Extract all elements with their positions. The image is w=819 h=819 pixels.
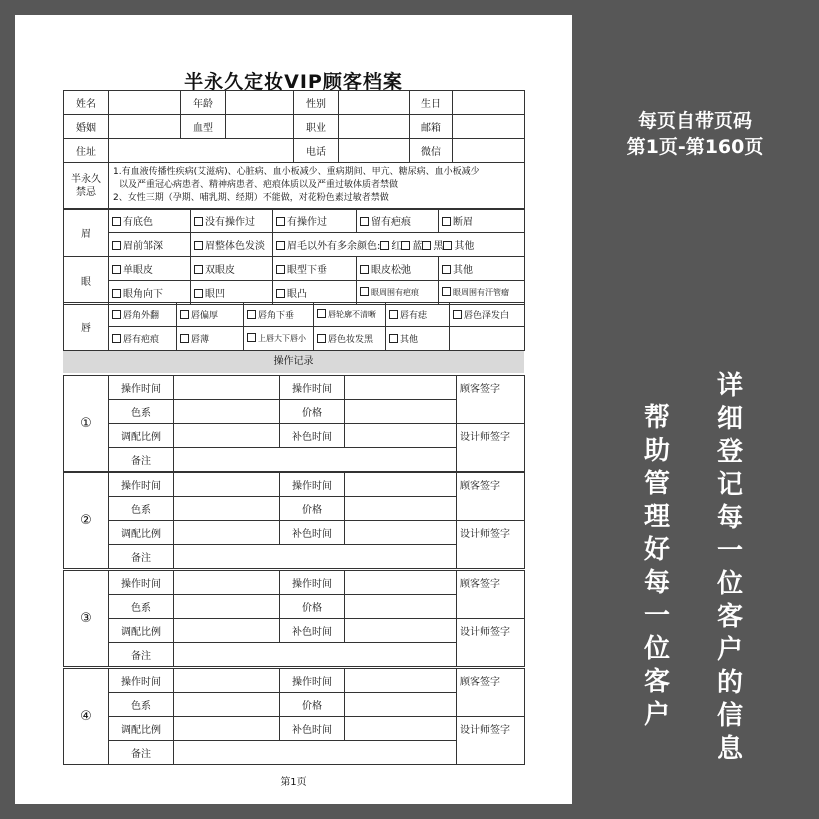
record-number: ④ <box>64 669 109 765</box>
age-value <box>226 91 294 115</box>
customer-info-table <box>63 90 525 210</box>
checkbox <box>180 310 189 319</box>
checkbox <box>443 241 452 250</box>
price-value <box>345 497 457 521</box>
birthday-value <box>453 91 525 115</box>
ratio-value <box>174 717 280 741</box>
checkbox <box>442 265 451 274</box>
operation-time2-label: 操作时间 <box>280 376 345 400</box>
operation-time2-label: 操作时间 <box>280 571 345 595</box>
eye-option: 单眼皮 <box>109 257 191 281</box>
eye-option: 眼凹 <box>191 281 273 305</box>
customer-signature: 顾客签字 <box>457 473 525 521</box>
checkbox <box>194 217 203 226</box>
note-label: 备注 <box>109 643 174 667</box>
name-value <box>109 91 181 115</box>
lip-option: 唇轮廓不清晰 <box>314 303 386 327</box>
eye-option: 眼周围有汗管瘤 <box>439 281 525 305</box>
eye-option: 眼凸 <box>273 281 357 305</box>
brow-option: 断眉 <box>439 209 525 233</box>
designer-signature: 设计师签字 <box>457 619 525 667</box>
price-label: 价格 <box>280 693 345 717</box>
checkbox <box>194 265 203 274</box>
job-value <box>339 115 410 139</box>
note-value <box>174 643 457 667</box>
checkbox <box>276 289 285 298</box>
color-label: 色系 <box>109 595 174 619</box>
checkbox <box>180 334 189 343</box>
checkbox <box>380 241 389 250</box>
note-label: 备注 <box>109 741 174 765</box>
customer-signature: 顾客签字 <box>457 376 525 424</box>
record-number: ③ <box>64 571 109 667</box>
operation-time-value <box>174 376 280 400</box>
marriage-value <box>109 115 181 139</box>
side-vertical-text-left: 帮助管理好每一位客户 <box>643 403 670 730</box>
side-caption-line: 第1页-第160页 <box>626 136 764 158</box>
price-label: 价格 <box>280 400 345 424</box>
color-value <box>174 693 280 717</box>
eye-option: 眼型下垂 <box>273 257 357 281</box>
brow-option: 留有疤痕 <box>357 209 439 233</box>
checkbox <box>112 310 121 319</box>
eye-option: 眼皮松弛 <box>357 257 439 281</box>
ratio-label: 调配比例 <box>109 521 174 545</box>
checkbox <box>112 217 121 226</box>
phone-value <box>339 139 410 163</box>
customer-signature: 顾客签字 <box>457 571 525 619</box>
checkbox <box>401 241 410 250</box>
operation-record-4 <box>63 668 525 765</box>
customer-signature: 顾客签字 <box>457 669 525 717</box>
checkbox <box>112 241 121 250</box>
designer-signature: 设计师签字 <box>457 521 525 569</box>
marriage-label: 婚姻 <box>64 115 109 139</box>
gender-label: 性别 <box>294 91 339 115</box>
checkbox <box>112 265 121 274</box>
color-value <box>174 595 280 619</box>
ratio-label: 调配比例 <box>109 424 174 448</box>
lip-option: 上唇大下唇小 <box>244 327 314 351</box>
page-title: 半永久定妆VIP顾客档案 <box>184 71 403 93</box>
price-label: 价格 <box>280 595 345 619</box>
fill-time-value <box>345 619 457 643</box>
operation-time2-value <box>345 473 457 497</box>
address-value <box>109 139 294 163</box>
ratio-label: 调配比例 <box>109 717 174 741</box>
fill-time-label: 补色时间 <box>280 717 345 741</box>
eye-option: 其他 <box>439 257 525 281</box>
checkbox <box>194 289 203 298</box>
restriction-line: 1.有血液传播性疾病(艾滋病)、心脏病、血小板减少、重病期间、甲亢、糖尿病、血小板减少 <box>113 167 480 177</box>
blood-value <box>226 115 294 139</box>
name-label: 姓名 <box>64 91 109 115</box>
record-number: ① <box>64 376 109 472</box>
operation-time-value <box>174 669 280 693</box>
operation-time2-label: 操作时间 <box>280 669 345 693</box>
fill-time-label: 补色时间 <box>280 619 345 643</box>
lip-option: 唇色妆发黑 <box>314 327 386 351</box>
brow-option: 有底色 <box>109 209 191 233</box>
phone-label: 电话 <box>294 139 339 163</box>
checkbox <box>360 287 369 296</box>
restriction-line: 以及严重冠心病患者、精神病患者、疤痕体质以及严重过敏体质者禁做 <box>119 180 399 190</box>
checkbox <box>360 265 369 274</box>
ratio-value <box>174 521 280 545</box>
fill-time-value <box>345 521 457 545</box>
gender-value <box>339 91 410 115</box>
side-caption <box>590 108 800 160</box>
checkbox <box>112 289 121 298</box>
fill-time-label: 补色时间 <box>280 424 345 448</box>
checkbox <box>389 334 398 343</box>
checkbox <box>442 217 451 226</box>
lip-table <box>63 302 525 351</box>
restrictions-text <box>109 163 525 210</box>
checkbox <box>247 310 256 319</box>
operation-time-label: 操作时间 <box>109 571 174 595</box>
note-value <box>174 448 457 472</box>
brow-option: 眉前邹深 <box>109 233 191 257</box>
fill-time-value <box>345 424 457 448</box>
lip-empty-cell <box>450 327 525 351</box>
eye-option: 双眼皮 <box>191 257 273 281</box>
eye-option: 眼周围有疤痕 <box>357 281 439 305</box>
note-value <box>174 741 457 765</box>
note-label: 备注 <box>109 545 174 569</box>
lip-label: 唇 <box>64 303 109 351</box>
lip-option: 唇有痣 <box>386 303 450 327</box>
color-label: 色系 <box>109 497 174 521</box>
designer-signature: 设计师签字 <box>457 424 525 472</box>
record-number: ② <box>64 473 109 569</box>
side-vertical-text-right: 详细登记每一位客户的信息 <box>716 371 743 764</box>
email-value <box>453 115 525 139</box>
lip-option: 其他 <box>386 327 450 351</box>
checkbox <box>276 241 285 250</box>
ratio-value <box>174 619 280 643</box>
lip-option: 唇薄 <box>177 327 244 351</box>
wechat-value <box>453 139 525 163</box>
birthday-label: 生日 <box>410 91 453 115</box>
checkbox <box>276 265 285 274</box>
color-value <box>174 400 280 424</box>
price-value <box>345 693 457 717</box>
note-label: 备注 <box>109 448 174 472</box>
checkbox <box>112 334 121 343</box>
address-label: 住址 <box>64 139 109 163</box>
blood-label: 血型 <box>181 115 226 139</box>
checkbox <box>276 217 285 226</box>
form-page <box>15 15 572 804</box>
brow-option: 有操作过 <box>273 209 357 233</box>
ratio-label: 调配比例 <box>109 619 174 643</box>
operation-time-value <box>174 571 280 595</box>
price-label: 价格 <box>280 497 345 521</box>
eye-option: 眼角向下 <box>109 281 191 305</box>
side-caption-line: 每页自带页码 <box>637 110 752 132</box>
operation-time-label: 操作时间 <box>109 473 174 497</box>
eye-label: 眼 <box>64 257 109 305</box>
color-label: 色系 <box>109 400 174 424</box>
lip-option: 唇角外翻 <box>109 303 177 327</box>
checkbox <box>442 287 451 296</box>
operation-records-header: 操作记录 <box>63 351 524 373</box>
fill-time-value <box>345 717 457 741</box>
brow-label: 眉 <box>64 209 109 257</box>
operation-time2-value <box>345 669 457 693</box>
wechat-label: 微信 <box>410 139 453 163</box>
restrictions-label: 半永久 禁忌 <box>64 163 109 210</box>
features-table <box>63 208 525 305</box>
designer-signature: 设计师签字 <box>457 717 525 765</box>
color-value <box>174 497 280 521</box>
note-value <box>174 545 457 569</box>
page-number: 第1页 <box>280 777 307 788</box>
checkbox <box>360 217 369 226</box>
operation-time2-label: 操作时间 <box>280 473 345 497</box>
lip-option: 唇角下垂 <box>244 303 314 327</box>
checkbox <box>194 241 203 250</box>
lip-option: 唇色泽发白 <box>450 303 525 327</box>
operation-time-label: 操作时间 <box>109 376 174 400</box>
lip-option: 唇有疤痕 <box>109 327 177 351</box>
fill-time-label: 补色时间 <box>280 521 345 545</box>
email-label: 邮箱 <box>410 115 453 139</box>
operation-time2-value <box>345 571 457 595</box>
restriction-line: 2、女性三期（孕期、哺乳期、经期）不能做，对花粉色素过敏者禁做 <box>113 193 389 203</box>
ratio-value <box>174 424 280 448</box>
age-label: 年龄 <box>181 91 226 115</box>
checkbox <box>317 334 326 343</box>
brow-extra-color: 眉毛以外有多余颜色: 红 蓝 黑 其他 <box>273 233 525 257</box>
operation-record-2 <box>63 472 525 569</box>
checkbox <box>389 310 398 319</box>
operation-time-value <box>174 473 280 497</box>
price-value <box>345 595 457 619</box>
operation-record-1 <box>63 375 525 472</box>
operation-record-3 <box>63 570 525 667</box>
job-label: 职业 <box>294 115 339 139</box>
checkbox <box>317 309 326 318</box>
lip-option: 唇偏厚 <box>177 303 244 327</box>
checkbox <box>422 241 431 250</box>
brow-option: 没有操作过 <box>191 209 273 233</box>
brow-option: 眉整体色发淡 <box>191 233 273 257</box>
operation-time2-value <box>345 376 457 400</box>
color-label: 色系 <box>109 693 174 717</box>
checkbox <box>247 333 256 342</box>
checkbox <box>453 310 462 319</box>
operation-time-label: 操作时间 <box>109 669 174 693</box>
price-value <box>345 400 457 424</box>
